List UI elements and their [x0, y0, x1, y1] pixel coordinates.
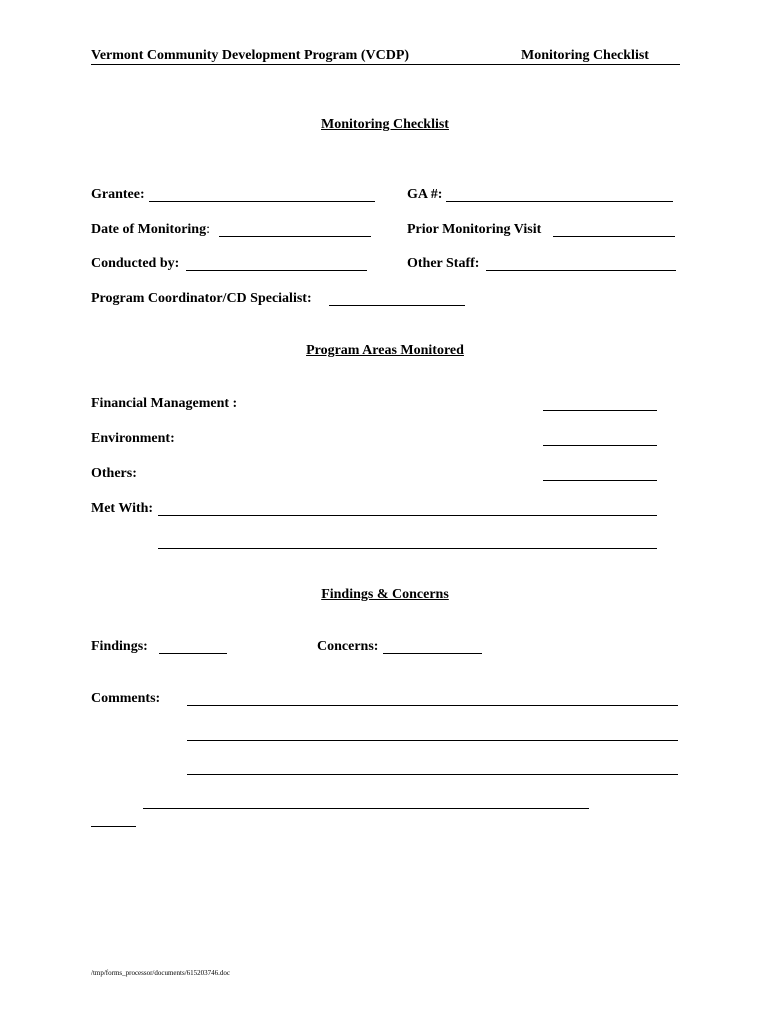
- ga-number-field[interactable]: [446, 201, 673, 202]
- others-label: Others:: [91, 466, 137, 481]
- date-of-monitoring-field[interactable]: [219, 236, 371, 237]
- areas-heading: Program Areas Monitored: [306, 343, 464, 358]
- ga-number-label: GA #:: [407, 187, 443, 202]
- met-with-field-2[interactable]: [158, 548, 657, 549]
- comments-label: Comments:: [91, 691, 161, 706]
- header-rule: [91, 64, 680, 65]
- date-of-monitoring-label: Date of Monitoring:: [91, 222, 210, 237]
- coordinator-field[interactable]: [329, 305, 465, 306]
- comments-field-5[interactable]: [91, 826, 136, 827]
- conducted-by-label: Conducted by:: [91, 256, 180, 271]
- header-doc-title: Monitoring Checklist: [521, 48, 649, 63]
- comments-field-2[interactable]: [187, 740, 678, 741]
- page-title: Monitoring Checklist: [321, 117, 449, 132]
- met-with-field-1[interactable]: [158, 515, 657, 516]
- conducted-by-field[interactable]: [186, 270, 367, 271]
- financial-management-label: Financial Management :: [91, 396, 238, 411]
- grantee-field[interactable]: [149, 201, 375, 202]
- comments-field-3[interactable]: [187, 774, 678, 775]
- financial-management-field[interactable]: [543, 410, 657, 411]
- other-staff-field[interactable]: [486, 270, 676, 271]
- concerns-field[interactable]: [383, 653, 482, 654]
- other-staff-label: Other Staff:: [407, 256, 480, 271]
- header-program-name: Vermont Community Development Program (VCDP): [91, 48, 410, 63]
- prior-visit-label: Prior Monitoring Visit: [407, 222, 542, 237]
- findings-heading: Findings & Concerns: [321, 587, 449, 602]
- comments-field-1[interactable]: [187, 705, 678, 706]
- met-with-label: Met With:: [91, 501, 154, 516]
- others-field[interactable]: [543, 480, 657, 481]
- findings-field[interactable]: [159, 653, 227, 654]
- findings-label: Findings:: [91, 639, 148, 654]
- comments-field-4[interactable]: [143, 808, 589, 809]
- prior-visit-field[interactable]: [553, 236, 675, 237]
- environment-label: Environment:: [91, 431, 175, 446]
- footer-file-path: /tmp/forms_processor/documents/615203746.doc: [91, 969, 231, 977]
- environment-field[interactable]: [543, 445, 657, 446]
- concerns-label: Concerns:: [317, 639, 379, 654]
- grantee-label: Grantee:: [91, 187, 145, 202]
- coordinator-label: Program Coordinator/CD Specialist:: [91, 291, 312, 306]
